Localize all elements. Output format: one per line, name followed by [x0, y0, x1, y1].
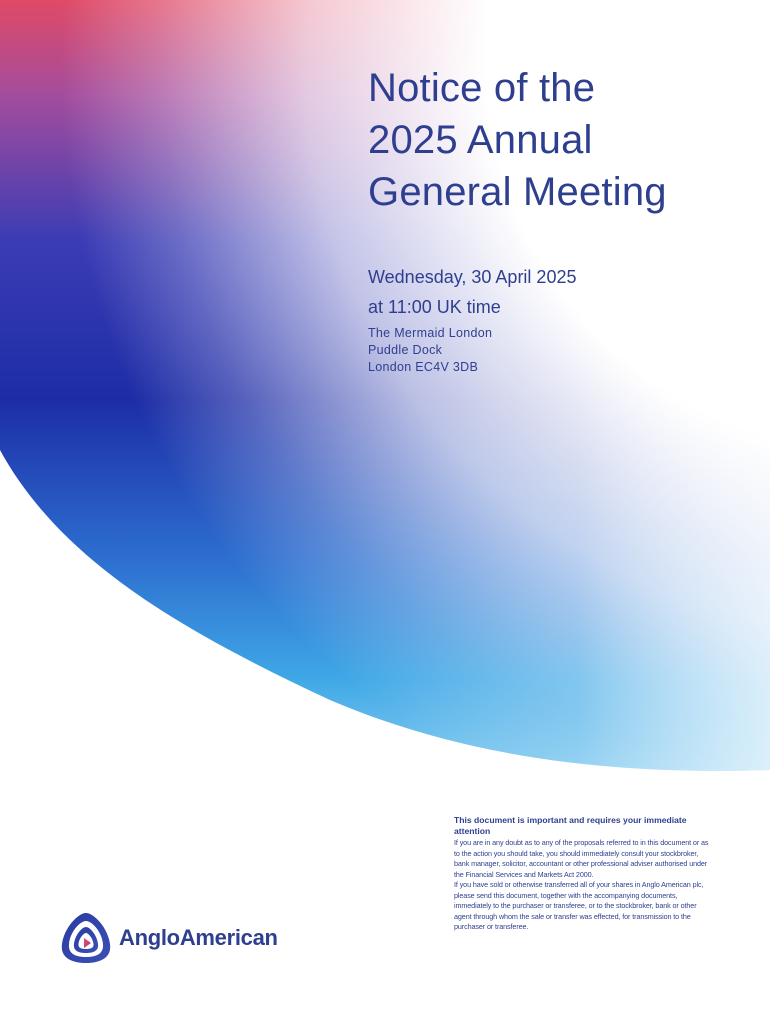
- venue-line-1: The Mermaid London: [368, 326, 493, 340]
- logo-wordmark: AngloAmerican: [119, 925, 278, 950]
- title-line-2: 2025 Annual: [368, 118, 593, 162]
- notice-heading: This document is important and requires your immediate attention: [454, 815, 687, 836]
- venue-line-3: London EC4V 3DB: [368, 360, 479, 374]
- meeting-venue: [368, 325, 492, 376]
- meeting-time: at 11:00 UK time: [368, 297, 501, 317]
- title-line-3: General Meeting: [368, 170, 667, 214]
- company-logo: [58, 910, 278, 966]
- notice-paragraph-1: If you are in any doubt as to any of the proposals referred to in this document or as to the action you should take, you should immediately consult your stockbroker, bank manager, solicitor, accountant or other professional adviser authorised under the Financial Services and Markets Act 2000.: [454, 838, 709, 879]
- important-notice: [454, 815, 714, 933]
- venue-line-2: Puddle Dock: [368, 343, 443, 357]
- document-title: [368, 62, 758, 218]
- anglo-american-emblem-icon: [58, 910, 114, 966]
- notice-paragraph-2: If you have sold or otherwise transferred all of your shares in Anglo American plc, please send this document, together with the accompanying documents, immediately to the purchaser or transferee, or to the stockbroker, bank or other agent through whom the sale or transfer was effected, for transmission to the purchaser or transferee.: [454, 880, 704, 931]
- title-line-1: Notice of the: [368, 66, 596, 110]
- meeting-date: Wednesday, 30 April 2025: [368, 267, 577, 287]
- meeting-datetime: [368, 262, 576, 322]
